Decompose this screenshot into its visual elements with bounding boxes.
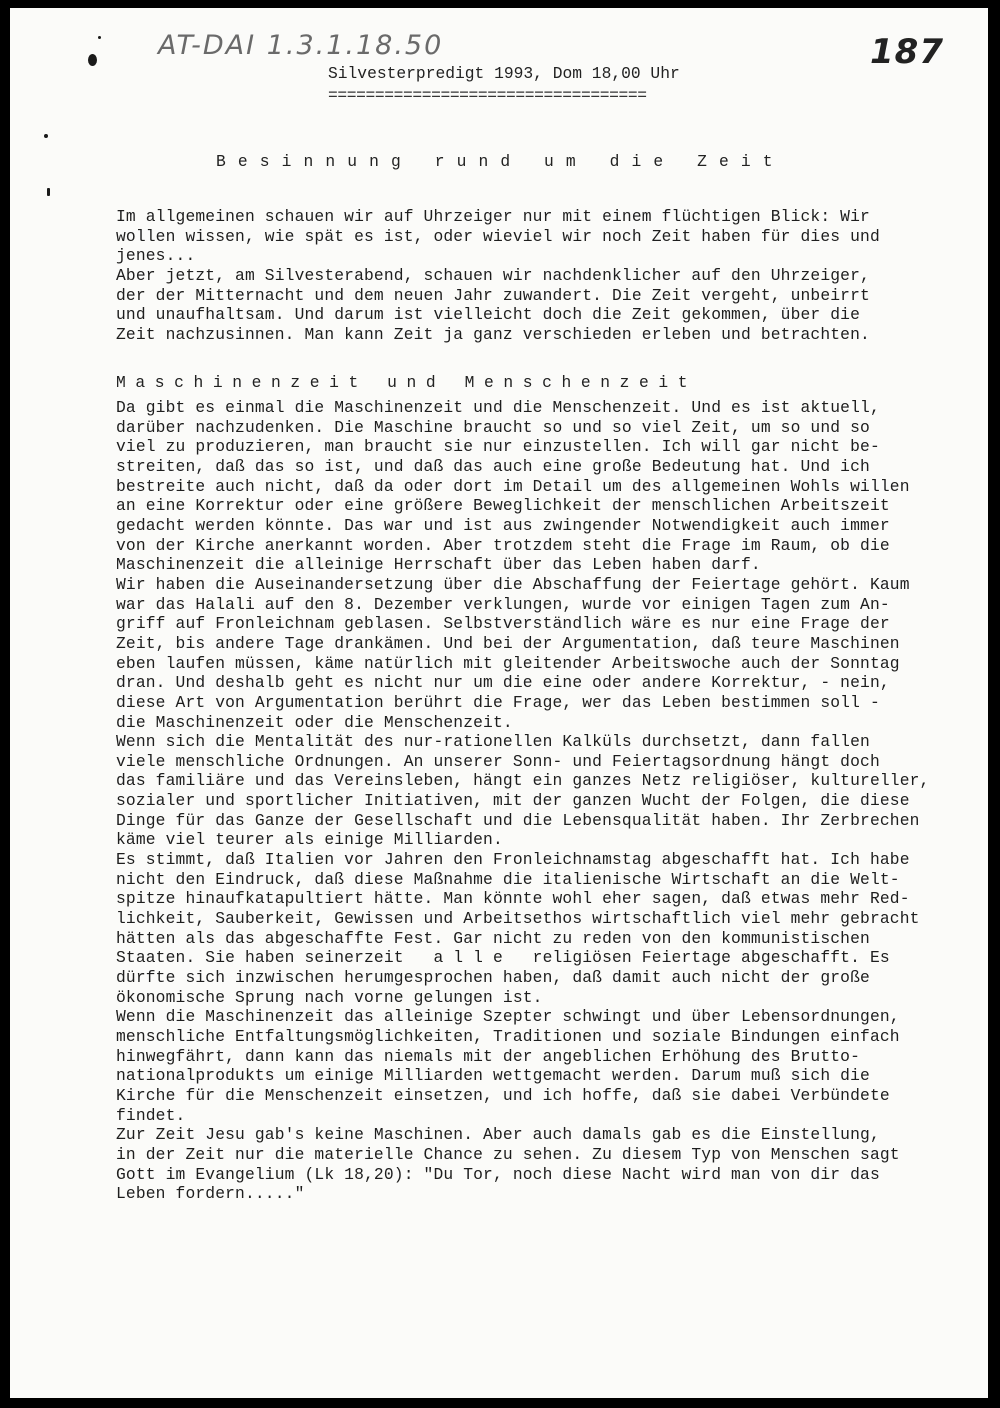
text-line: an eine Korrektur oder eine größere Beweglichkeit der menschlichen Arbeitszeit: [116, 496, 890, 516]
text-line: griff auf Fronleichnam geblasen. Selbstverständlich wäre es nur eine Frage der: [116, 614, 890, 634]
text-line: hinwegfährt, dann kann das niemals mit der angeblichen Erhöhung des Brutto-: [116, 1046, 861, 1066]
text-line: von der Kirche anerkannt worden. Aber trotzdem steht die Frage im Raum, ob die: [116, 535, 890, 555]
text-line: Da gibt es einmal die Maschinenzeit und die Menschenzeit. Und es ist aktuell,: [116, 398, 880, 417]
text-line: Zeit nachzusinnen. Man kann Zeit ja ganz verschieden erleben und betrachten.: [116, 324, 870, 344]
sermon-title: Besinnung rund um die Zeit: [216, 152, 785, 171]
header-underline: ==================================: [328, 86, 647, 105]
text-line: Dinge für das Ganze der Gesellschaft und die Lebensqualität haben. Ihr Zerbrechen: [116, 810, 920, 830]
scan-mark: [47, 188, 50, 196]
text-line: bestreite auch nicht, daß da oder dort im Detail um des allgemeinen Wohls willen: [116, 476, 910, 496]
text-line: die Maschinenzeit oder die Menschenzeit.: [116, 712, 513, 732]
text-line: Staaten. Sie haben seinerzeit a l l e religiösen Feiertage abgeschafft. Es: [116, 948, 890, 968]
sermon-header: Silvesterpredigt 1993, Dom 18,00 Uhr: [328, 64, 680, 83]
body-text: [116, 398, 930, 1204]
text-line: das familiäre und das Vereinsleben, hängt ein ganzes Netz religiöser, kultureller,: [116, 771, 930, 791]
text-line: Im allgemeinen schauen wir auf Uhrzeiger nur mit einem flüchtigen Blick: Wir: [116, 207, 870, 226]
text-line: streiten, daß das so ist, und daß das auch eine große Bedeutung hat. Und ich: [116, 456, 870, 476]
scan-mark: [44, 134, 48, 138]
text-line: Es stimmt, daß Italien vor Jahren den Fronleichnamstag abgeschafft hat. Ich habe: [116, 850, 910, 870]
archive-code-annotation: AT-DAI 1.3.1.18.50: [158, 30, 444, 61]
text-line: und unaufhaltsam. Und darum ist vielleicht doch die Zeit gekommen, über die: [116, 305, 861, 325]
section-heading: Maschinenzeit und Menschenzeit: [116, 373, 698, 392]
text-line: Wir haben die Auseinandersetzung über die Abschaffung der Feiertage gehört. Kaum: [116, 574, 910, 594]
text-line: gedacht werden könnte. Das war und ist aus zwingender Notwendigkeit auch immer: [116, 515, 890, 535]
text-line: dürfte sich inzwischen herumgesprochen haben, daß damit auch nicht der große: [116, 968, 870, 988]
text-line: menschliche Entfaltungsmöglichkeiten, Traditionen und soziale Bindungen einfach: [116, 1027, 900, 1046]
document-page: [10, 8, 988, 1398]
intro-paragraph: [116, 207, 916, 345]
text-line: Wenn die Maschinenzeit das alleinige Szepter schwingt und über Lebensordnungen,: [116, 1007, 900, 1027]
text-line: lichkeit, Sauberkeit, Gewissen und Arbeitsethos wirtschaftlich viel mehr gebracht: [116, 909, 920, 929]
text-line: eben laufen müssen, käme natürlich mit gleitender Arbeitswoche auch der Sonntag: [116, 653, 900, 673]
page-number-annotation: 187: [870, 32, 944, 72]
text-line: nationalprodukts um einige Milliarden wettgemacht werden. Darum muß sich die: [116, 1066, 870, 1086]
text-line: findet.: [116, 1105, 186, 1125]
text-line: in der Zeit nur die materielle Chance zu sehen. Zu diesem Typ von Menschen sagt: [116, 1144, 900, 1164]
text-line: Leben fordern.....": [116, 1184, 305, 1204]
text-line: Kirche für die Menschenzeit einsetzen, und ich hoffe, daß sie dabei Verbündete: [116, 1085, 890, 1105]
text-line: dran. Und deshalb geht es nicht nur um die eine oder andere Korrektur, - nein,: [116, 673, 890, 693]
text-line: wollen wissen, wie spät es ist, oder wieviel wir noch Zeit haben für dies und: [116, 226, 880, 246]
text-line: Maschinenzeit die alleinige Herrschaft über das Leben haben darf.: [116, 555, 761, 575]
text-line: käme viel teurer als einige Milliarden.: [116, 830, 503, 850]
text-line: Wenn sich die Mentalität des nur-rationellen Kalküls durchsetzt, dann fallen: [116, 732, 870, 752]
text-line: ökonomische Sprung nach vorne gelungen ist.: [116, 987, 543, 1007]
text-line: Zur Zeit Jesu gab's keine Maschinen. Aber auch damals gab es die Einstellung,: [116, 1125, 880, 1145]
text-line: spitze hinaufkatapultiert hätte. Man könnte wohl eher sagen, daß etwas mehr Red-: [116, 889, 910, 909]
text-line: der der Mitternacht und dem neuen Jahr zuwandert. Die Zeit vergeht, unbeirrt: [116, 285, 870, 305]
text-line: darüber nachzudenken. Die Maschine braucht so und so viel Zeit, um so und so: [116, 417, 870, 437]
text-line: Aber jetzt, am Silvesterabend, schauen wir nachdenklicher auf den Uhrzeiger,: [116, 265, 870, 285]
text-line: diese Art von Argumentation berührt die Frage, wer das Leben bestimmen soll -: [116, 692, 880, 712]
text-line: viele menschliche Ordnungen. An unserer Sonn- und Feiertagsordnung hängt doch: [116, 751, 880, 771]
text-line: war das Halali auf den 8. Dezember verklungen, wurde vor einigen Tagen zum An-: [116, 594, 890, 614]
text-line: Gott im Evangelium (Lk 18,20): "Du Tor, noch diese Nacht wird man von dir das: [116, 1164, 880, 1184]
text-line: sozialer und sportlicher Initiativen, mit der ganzen Wucht der Folgen, die diese: [116, 791, 910, 811]
scan-mark: [98, 36, 101, 39]
text-line: hätten als das abgeschaffte Fest. Gar nicht zu reden von den kommunistischen: [116, 928, 870, 948]
text-line: nicht den Eindruck, daß diese Maßnahme die italienische Wirtschaft an die Welt-: [116, 869, 900, 889]
text-line: Zeit, bis andere Tage drankämen. Und bei der Argumentation, daß teure Maschinen: [116, 633, 900, 653]
text-line: viel zu produzieren, man braucht sie nur einzustellen. Ich will gar nicht be-: [116, 437, 880, 457]
scan-mark: [88, 54, 97, 66]
text-line: jenes...: [116, 246, 196, 266]
